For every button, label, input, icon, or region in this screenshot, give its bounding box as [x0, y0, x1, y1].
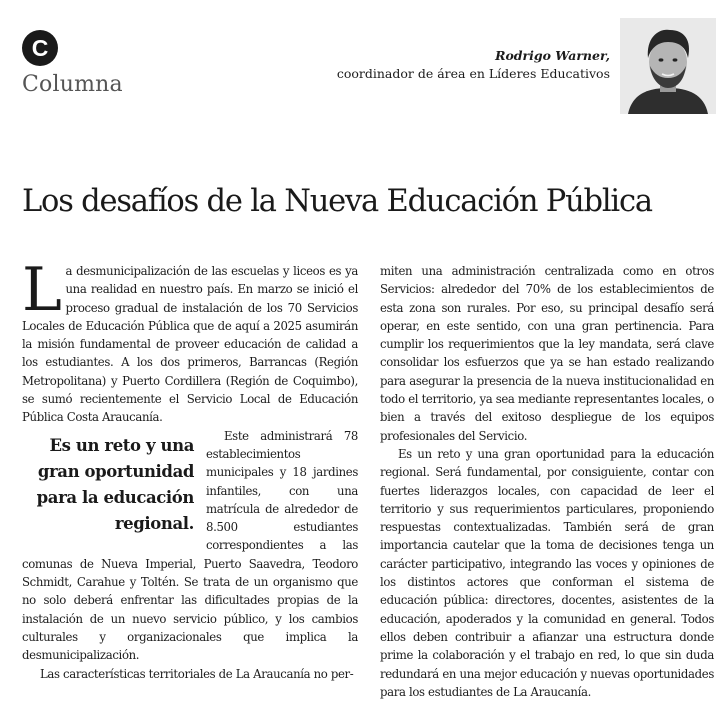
author-role: coordinador de área en Líderes Educativos — [336, 66, 610, 81]
author-portrait-icon — [620, 18, 716, 114]
headline: Los desafíos de la Nueva Educación Pública — [22, 184, 652, 219]
paragraph: Las características territoriales de La Araucanía no per- — [40, 666, 354, 681]
column-right — [380, 262, 714, 701]
column-left — [22, 255, 358, 683]
paragraph: miten una administración centralizada como en otros Servicios: alrededor del 70% de los establecimientos de esta zona son rurales. Por eso, su principal desafío será operar, en este sentido, con una gran pertinencia. Para cumplir los requerimientos que la ley mandata, será clave consolidar los esfuerzos que ya se han estado realizando para asegurar la presencia de la nueva institucionalidad en todo el territorio, ya sea mediante representantes locales, o bien a través del exitoso despliegue de los equipos profesionales del Servicio. — [380, 264, 714, 443]
pullquote: Es un reto y una gran oportunidad para la educación regional. — [36, 435, 194, 533]
section-label: Columna — [22, 72, 123, 97]
dropcap: L — [22, 255, 62, 325]
section-badge: C — [22, 30, 58, 66]
paragraph-text: a desmunicipalización de las escuelas y liceos es ya una realidad en nuestro país. En marzo se inició el proceso gradual de instalación de los 70 Servicios Locales de Educación Pública que de aquí a 2025 asumirán la misión fundamental de proveer educación de calidad a los estudiantes. A los dos primeros, Barrancas (Región Metropolitana) y Puerto Cordillera (Región de Coquimbo), se sumó recientemente el Servicio Local de Educación Pública Costa Araucanía. — [22, 264, 358, 425]
paragraph — [22, 255, 358, 427]
paragraph: Este administrará 78 establecimientos municipales y 18 jardines infantiles, con una matrícula de alrededor de 8.500 estudiantes correspondientes a las comunas de Nueva Imperial, Puerto Saavedra, Teodoro Schmidt, Carahue y Toltén. Se trata de un organismo que no solo deberá enfrentar las dificultades propias de la instalación de un nuevo servicio público, y los cambios culturales y organizacionales que implica la desmunicipalización. — [22, 428, 358, 663]
author-name: Rodrigo Warner, — [495, 48, 610, 63]
paragraph: Es un reto y una gran oportunidad para la educación regional. Será fundamental, por consiguiente, contar con fuertes liderazgos locales, con capacidad de leer el territorio y sus requerimientos particulares, proponiendo respuestas contextualizadas. También será de gran importancia cautelar que la toma de decisiones tenga un carácter participativo, integrando las voces y opiniones de los distintos actores que conforman el sistema de educación pública: directores, docentes, asistentes de la educación, apoderados y la comunidad en general. Todos ellos deben contribuir a afianzar una estructura donde prime la colaboración y el trabajo en red, lo que sin duda redundará en una mejor educación y nuevas oportunidades para los estudiantes de La Araucanía. — [380, 446, 714, 699]
